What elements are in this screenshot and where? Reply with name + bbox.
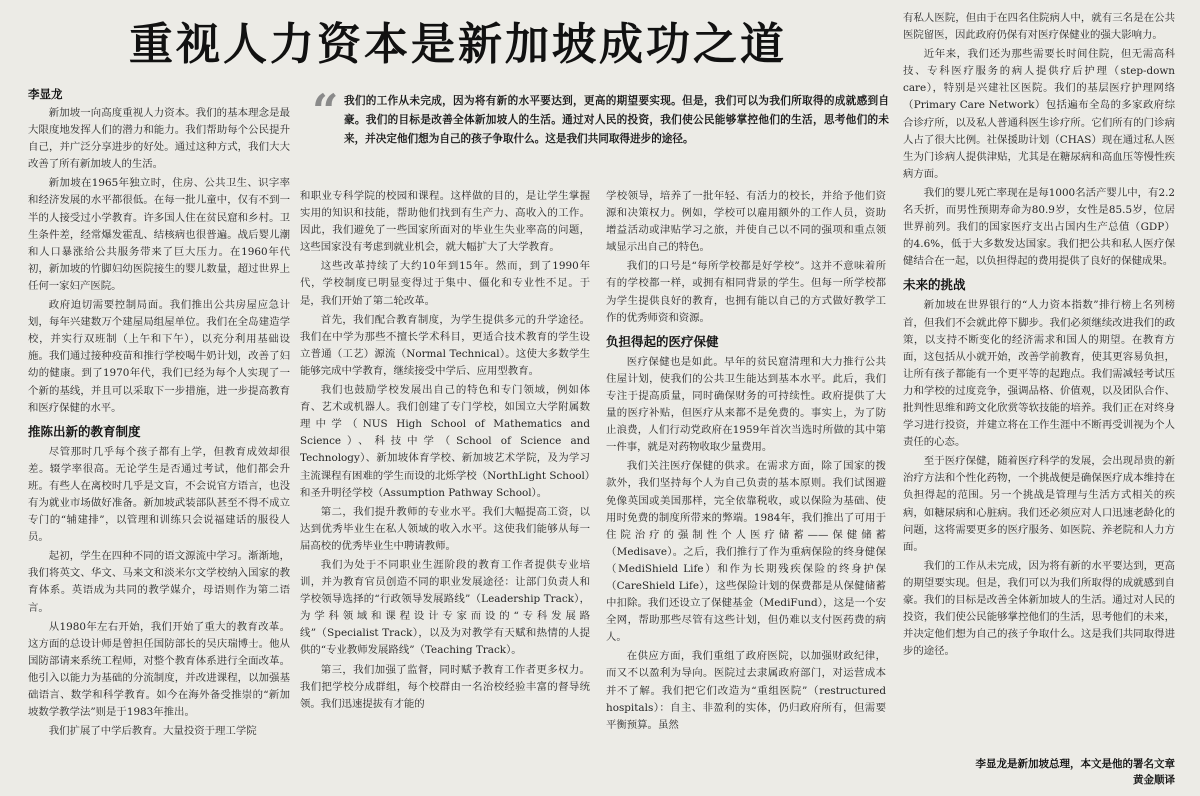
article-column-1 xyxy=(28,86,290,792)
paragraph: 新加坡在1965年独立时，住房、公共卫生、识字率和经济发展的水平都很低。在每一批儿童中，仅有不到一半的人接受过小学教育。许多国人住在贫民窟和乡村。卫生条件差，经常爆发霍乱、结核病也很普遍。战后婴儿潮和人口暴涨给公共服务带来了巨大压力。在1960年代初，新加坡的竹脚妇幼医院接生的婴儿数量，超过世界上任何一家妇产医院。 xyxy=(28,177,290,292)
section-heading-education: 推陈出新的教育制度 xyxy=(28,423,141,439)
paragraph: 这些改革持续了大约10年到15年。然而，到了1990年代，学校制度已明显变得过于集中、僵化和专业性不足。于是，我们开始了第二轮改革。 xyxy=(300,260,590,307)
paragraph: 我们为处于不同职业生涯阶段的教育工作者提供专业培训，并为教育官员创造不同的职业发展途径：让部门负责人和学校领导选择的“行政领导发展路线”（Leadership Track），为学科领域和课程设计专家而设的“专科发展路线”（Specialist Track），以及为对教学有天赋和热情的人提供的“专业教师发展路线”（Teaching Track）。 xyxy=(300,558,590,657)
paragraph: 从1980年左右开始，我们开始了重大的教育改革。这方面的总设计师是曾担任国防部长的吴庆瑞博士。他从国防部请来系统工程师，对整个教育体系进行全面改革。他引入以能力为基础的分流制度，并改进课程，以加强基础语言、数学和科学教育。如今在海外备受推崇的“新加坡数学教学法”则是于1983年推出。 xyxy=(28,620,290,719)
author-byline: 李显龙 xyxy=(28,87,63,101)
pull-quote-text: 我们的工作从未完成，因为将有新的水平要达到，更高的期望要实现。但是，我们可以为我们所取得的成就感到自豪。我们的目标是改善全体新加坡人的生活。通过对人民的投资，我们使公民能够掌控他们的生活，思考他们的未来，并决定他们想为自己的孩子争取什么。这是我们共同取得进步的途径。 xyxy=(344,95,889,145)
article-column-4 xyxy=(903,10,1175,766)
paragraph: 第二，我们提升教师的专业水平。我们大幅提高工资，以达到优秀毕业生在私人领域的收入水平。这使我们能够从每一届高校的优秀毕业生中聘请教师。 xyxy=(300,505,590,552)
section-heading-future: 未来的挑战 xyxy=(903,277,966,293)
translator-credit: 黄金顺译 xyxy=(1133,774,1175,786)
quote-mark-icon: “ xyxy=(312,84,339,138)
paragraph: 有私人医院，但由于在四名住院病人中，就有三名是在公共医院留医，因此政府仍保有对医疗保健业的强大影响力。 xyxy=(903,12,1175,42)
paragraph: 政府迫切需要控制局面。我们推出公共房屋应急计划，每年兴建数万个建屋局组屋单位。我们在全岛建造学校，并实行双班制（上午和下午），以充分利用基础设施。我们通过接种疫苗和推行学校喝牛奶计划，改善了妇幼的健康。到了1970年代，我们已经为每个人实现了一个新的基线，并且可以采取下一步措施，进一步提高教育和医疗保健的水平。 xyxy=(28,299,290,414)
paragraph: 至于医疗保健，随着医疗科学的发展，会出现昂贵的新治疗方法和个性化药物，一个挑战便是确保医疗成本维持在负担得起的范围。另一个挑战是管理与生活方式相关的疾病，如糖尿病和心脏病。我们还必须应对人口迅速老龄化的问题，这将需要更多的医疗服务、如医院、养老院和人力方面。 xyxy=(903,455,1175,553)
paragraph: 我们扩展了中学后教育。大量投资于理工学院 xyxy=(48,725,257,738)
section-heading-healthcare: 负担得起的医疗保健 xyxy=(606,333,719,349)
paragraph: 我们关注医疗保健的供求。在需求方面，除了国家的拨款外，我们坚持每个人为自己负责的基本原则。我们试图避免像英国或美国那样，完全依靠税收，或以保险为基础、使用时免费的制度所带来的弊端。1984年，我们推出了可用于住院治疗的强制性个人医疗储蓄——保健储蓄（Medisave）。之后，我们推行了作为重病保险的终身健保（MediShield Life）和作为长期残疾保险的终身护保（CareShield Life），这些保险计划的保费都是从保健储蓄中扣除。我们还设立了保健基金（MediFund），这是一个安全网，帮助那些尽管有这些计划，但仍难以支付医药费的病人。 xyxy=(606,460,886,644)
paragraph: 学校领导，培养了一批年轻、有活力的校长，并给予他们资源和决策权力。例如，学校可以雇用额外的工作人员，资助增益活动或津贴学习之旅，并使自己以不同的强项和重点领域显示出自己的特色。 xyxy=(606,190,886,254)
headline: 重视人力资本是新加坡成功之道 xyxy=(129,19,787,70)
paragraph: 首先，我们配合教育制度，为学生提供多元的升学途径。我们在中学为那些不擅长学术科目，更适合技术教育的学生设立普通（工艺）源流（Normal Technical）。这使大多数学生能够完成中学教育，继续接受中学后、应用型教育。 xyxy=(300,313,590,377)
paragraph: 尽管那时几乎每个孩子都有上学，但教育成效却很差。辍学率很高。无论学生是否通过考试，他们都会升班。有些人在离校时几乎是文盲，不会说官方语言，也没有为就业市场做好准备。新加坡武装部队甚至不得不成立专门的“辅建排”，以管理和训练只会说福建话的服役人员。 xyxy=(28,445,290,544)
paragraph: 在供应方面，我们重组了政府医院，以加强财政纪律，而又不以盈利为导向。医院过去隶属政府部门，对运营成本并不了解。我们把它们改造为“重组医院”（restructured hospitals）：自主、非盈利的实体，仍归政府所有，但需要平衡预算。虽然 xyxy=(606,650,886,731)
paragraph: 近年来，我们还为那些需要长时间住院，但无需高科技、专科医疗服务的病人提供疗后护理（step-down care），特别是兴建社区医院。我们的基层医疗护理网络（Primary Care Network）包括遍布全岛的多家政府综合诊疗所，以及私人普通科医生诊疗所。它们所有的门诊病人占了很大比例。社保援助计划（CHAS）现在通过私人医生为门诊病人提供津贴，尤其是在糖尿病和高血压等慢性疾病方面。 xyxy=(903,48,1175,180)
paragraph: 起初，学生在四种不同的语文源流中学习。渐渐地，我们将英文、华文、马来文和淡米尔文学校纳入国家的教育体系。英语成为共同的教学媒介，母语则作为第二语言。 xyxy=(28,550,290,614)
paragraph: 我们的婴儿死亡率现在是每1000名活产婴儿中，有2.2名夭折，而男性预期寿命为80.9岁，女性是85.5岁，位居世界前列。我们的国家医疗支出占国内生产总值（GDP）的4.6%，低于大多数发达国家。我们把公共和私人医疗保健结合在一起，以负担得起的费用提供了良好的保健成果。 xyxy=(903,186,1175,268)
paragraph: 我们也鼓励学校发展出自己的特色和专门领域，例如体育、艺术或机器人。我们创建了专门学校，如国立大学附属数理中学（NUS High School of Mathematics and Science）、科技中学（School of Science and Technology）、新加坡体育学校、新加坡艺术学院，及为学习主流课程有困难的学生而设的北烁学校（NorthLight School）和圣升明径学校（Assumption Pathway School）。 xyxy=(300,384,590,499)
paragraph: 新加坡一向高度重视人力资本。我们的基本理念是最大限度地发挥人们的潜力和能力。我们帮助每个公民提升自己，并广泛分享进步的好处。通过这种方式，我们大大改善了所有新加坡人的生活。 xyxy=(28,107,290,171)
pull-quote xyxy=(304,84,889,180)
paragraph: 和职业专科学院的校园和课程。这样做的目的，是让学生掌握实用的知识和技能，帮助他们找到有生产力、高收入的工作。因此，我们避免了一些国家所面对的毕业生失业率高的问题，这些国家没有考虑到就业机会，就大幅扩大了大学教育。 xyxy=(300,190,590,254)
article-column-2 xyxy=(300,188,590,792)
paragraph: 新加坡在世界银行的“人力资本指数”排行榜上名列榜首，但我们不会就此停下脚步。我们必须继续改进我们的政策，以支持不断变化的经济需求和国人的期望。在教育方面，这包括从小就开始，改善学前教育，使其更容易负担，让所有孩子都能有一个更平等的起跑点。我们需减轻考试压力和学校的过度竞争，强调品格、价值观，以及团队合作、批判性思维和跨文化欣赏等软技能的培养。我们正在对终身学习进行投资，并建立将在工作生涯中不断再受训视为个人责任的心态。 xyxy=(903,299,1175,449)
paragraph: 第三，我们加强了监督，同时赋予教育工作者更多权力。我们把学校分成群组，每个校群由一名治校经验丰富的督导统领。我们迅速提拔有才能的 xyxy=(300,663,590,710)
paragraph: 医疗保健也是如此。早年的贫民窟清理和大力推行公共住屋计划，使我们的公共卫生能达到基本水平。此后，我们专注于提高质量，同时确保财务的可持续性。政府提供了大量的医疗补贴，但医疗从来都不是免费的。事实上，为了防止浪费，人们行动党政府在1959年首次当选时所做的其中第一件事，就是对药物收取少量费用。 xyxy=(606,355,886,454)
paragraph: 我们的口号是“每所学校都是好学校”。这并不意味着所有的学校都一样，或拥有相同背景的学生。但每一所学校都为学生提供良好的教育，也拥有能以自己的方式做好教学工作的优秀师资和资源。 xyxy=(606,260,886,324)
article-column-3 xyxy=(606,188,886,792)
paragraph: 我们的工作从未完成，因为将有新的水平要达到，更高的期望要实现。但是，我们可以为我们所取得的成就感到自豪。我们的目标是改善全体新加坡人的生活。通过对人民的投资，我们使公民能够掌控他们的生活，思考他们的未来，并决定他们想为自己的孩子争取什么。这是我们共同取得进步的途径。 xyxy=(903,559,1175,658)
author-credit: 李显龙是新加坡总理，本文是他的署名文章 xyxy=(975,758,1175,770)
